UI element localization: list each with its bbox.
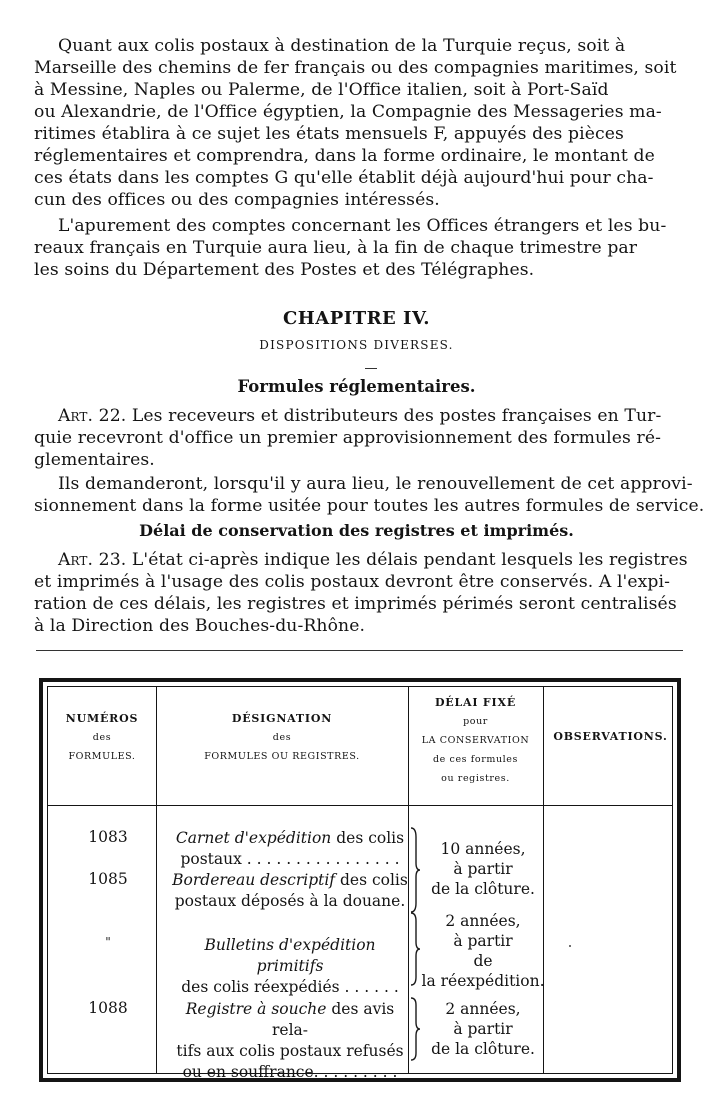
text-line: [34, 405, 682, 427]
chapter-title: CHAPITRE IV.: [282, 308, 431, 329]
text-line: L'apurement des comptes concernant les Offices étrangers et les bu-: [58, 216, 667, 236]
header-line: DÉSIGNATION: [231, 712, 333, 725]
designation-title: Registre à souche: [185, 1000, 327, 1018]
designation-cell: [170, 999, 410, 1083]
designation-text: des colis: [331, 829, 405, 847]
delay-line: de la clôture.: [431, 1040, 535, 1058]
delay-line: 2 années,: [445, 912, 521, 930]
conservation-table: [39, 678, 681, 1082]
text-line: ou Alexandrie, de l'Office égyptien, la Compagnie des Messageries ma-: [34, 102, 662, 122]
designation-cell: [170, 935, 410, 998]
header-line: de ces formules: [433, 754, 518, 765]
divider: [365, 368, 377, 369]
formula-number: 1083: [88, 828, 128, 846]
header-line: des: [92, 732, 112, 743]
designation-title: Bordereau descriptif: [172, 871, 336, 889]
article-text: L'état ci-après indique les délais pendant lesquels les registres: [126, 550, 688, 570]
section-heading-delai: Délai de conservation des registres et imprimés.: [139, 521, 574, 540]
header-numeros: [48, 709, 156, 766]
delay-cell: [416, 999, 550, 1059]
designation-text: des avis rela-: [271, 1000, 395, 1039]
header-divider: [48, 805, 672, 806]
designation-line: postaux déposés à la douane.: [174, 892, 406, 910]
intro-paragraph-2: [34, 215, 682, 281]
formula-number: 1088: [88, 999, 128, 1017]
formula-number: ": [105, 935, 111, 949]
text-line: réglementaires et comprendra, dans la forme ordinaire, le montant de: [34, 146, 655, 166]
designation-line: ou en souffrance. . . . . . . . .: [182, 1063, 398, 1081]
section-heading-formules: Formules réglementaires.: [237, 377, 476, 396]
delay-cell: [416, 839, 550, 899]
header-line: ou registres.: [441, 773, 510, 784]
designation-title: Carnet d'expédition: [175, 829, 332, 847]
article-label: Art. 22.: [58, 406, 127, 426]
designation-line: tifs aux colis postaux refusés: [176, 1042, 404, 1060]
designation-cell: [170, 828, 410, 870]
delay-line: de la clôture.: [431, 880, 535, 898]
delay-line: à partir: [453, 1020, 513, 1038]
article-22: [34, 405, 682, 471]
header-line: DÉLAI FIXÉ: [434, 696, 517, 709]
header-line: OBSERVATIONS.: [553, 730, 668, 743]
separator-line: [36, 650, 683, 651]
designation-line: [170, 828, 410, 849]
formula-number: 1085: [88, 870, 128, 888]
header-line: FORMULES.: [68, 751, 136, 762]
intro-paragraph-1: [34, 35, 682, 211]
text-line: sionnement dans la forme usitée pour toutes les autres formules de service.: [34, 496, 705, 516]
text-line: ritimes établira à ce sujet les états mensuels F, appuyés des pièces: [34, 124, 624, 144]
designation-cell: [170, 870, 410, 912]
table-inner: [47, 686, 673, 1081]
header-line: des: [272, 732, 292, 743]
delay-line: à partir: [453, 932, 513, 950]
header-line: FORMULES OU REGISTRES.: [204, 751, 360, 762]
designation-line: postaux . . . . . . . . . . . . . . . .: [180, 850, 400, 868]
text-line: Ils demanderont, lorsqu'il y aura lieu, le renouvellement de cet approvi-: [58, 474, 693, 494]
delay-line: 2 années,: [445, 1000, 521, 1018]
text-line: Quant aux colis postaux à destination de la Turquie reçus, soit à: [58, 36, 626, 56]
text-line: ces états dans les comptes G qu'elle établit déjà aujourd'hui pour cha-: [34, 168, 654, 188]
text-line: quie recevront d'office un premier approvisionnement des formules ré-: [34, 428, 662, 448]
header-observations: [543, 727, 678, 746]
text-line: reaux français en Turquie aura lieu, à la fin de chaque trimestre par: [34, 238, 638, 258]
text-line: Marseille des chemins de fer français ou des compagnies maritimes, soit: [34, 58, 677, 78]
header-line: NUMÉROS: [65, 712, 139, 725]
text-line: glementaires.: [34, 450, 155, 470]
designation-title: Bulletins d'expédition primitifs: [204, 936, 376, 975]
designation-line: des colis réexpédiés . . . . . .: [181, 978, 399, 996]
chapter-subtitle: DISPOSITIONS DIVERSES.: [259, 338, 454, 352]
delay-line: la réexpédition.: [421, 972, 545, 990]
text-line: cun des offices ou des compagnies intéressés.: [34, 190, 440, 210]
delay-line: 10 années,: [440, 840, 526, 858]
text-line: à la Direction des Bouches-du-Rhône.: [34, 616, 366, 636]
article-label: Art. 23.: [58, 550, 127, 570]
header-line: LA CONSERVATION: [421, 735, 530, 746]
delay-cell: [416, 911, 550, 991]
article-23: [34, 549, 688, 637]
text-line: à Messine, Naples ou Palerme, de l'Office italien, soit à Port-Saïd: [34, 80, 609, 100]
designation-line: [170, 935, 410, 977]
delay-line: à partir: [453, 860, 513, 878]
header-designation: [156, 709, 408, 766]
designation-line: [170, 870, 410, 891]
designation-line: [170, 999, 410, 1041]
header-line: pour: [463, 716, 488, 727]
ink-speck: [569, 945, 571, 947]
text-line: les soins du Département des Postes et des Télégraphes.: [34, 260, 535, 280]
text-line: ration de ces délais, les registres et imprimés périmés seront centralisés: [34, 594, 677, 614]
header-delai: [408, 693, 543, 788]
designation-text: des colis: [335, 871, 408, 889]
article-text: Les receveurs et distributeurs des postes françaises en Tur-: [126, 406, 662, 426]
article-22-continuation: [34, 473, 705, 517]
delay-line: de: [473, 952, 493, 970]
text-line: et imprimés à l'usage des colis postaux devront être conservés. A l'expi-: [34, 572, 671, 592]
text-line: [34, 549, 688, 571]
